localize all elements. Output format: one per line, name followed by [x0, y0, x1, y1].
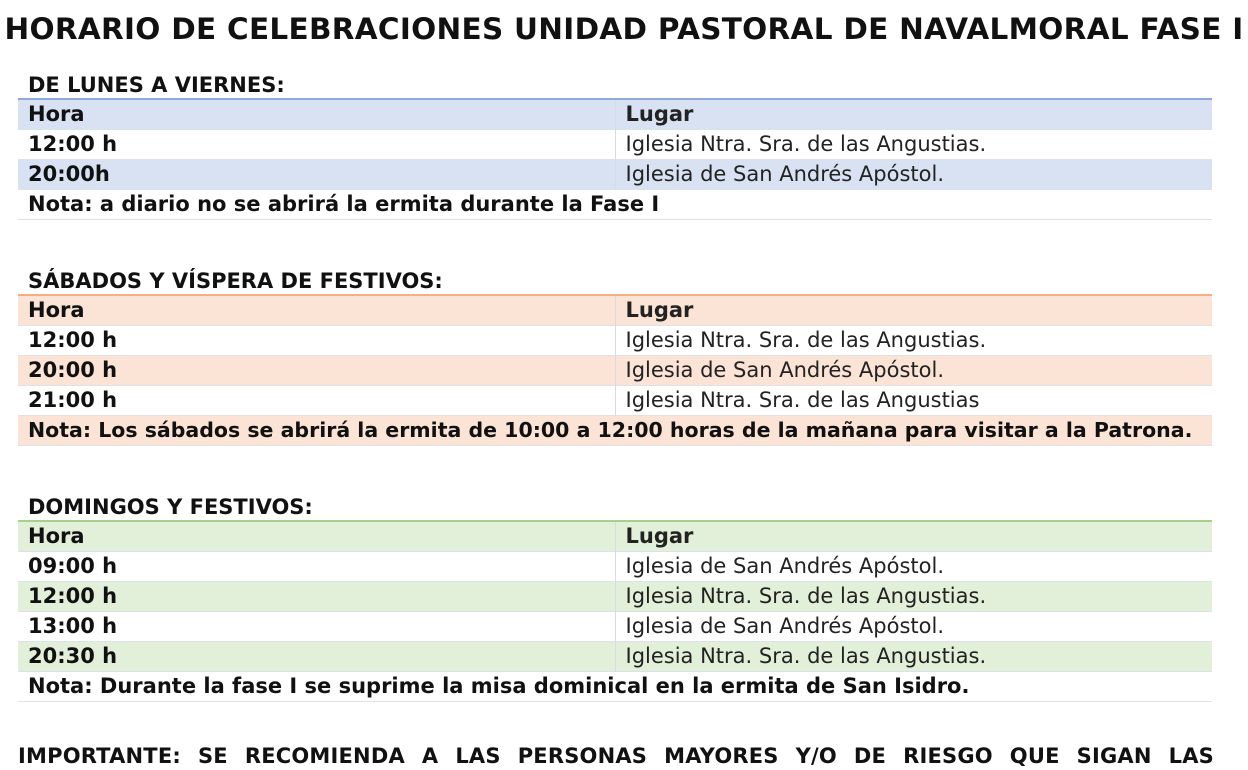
table-row: [18, 552, 1212, 582]
hour-cell: 21:00 h: [28, 388, 118, 412]
place-cell: Iglesia Ntra. Sra. de las Angustias.: [615, 130, 1212, 160]
table-row: [18, 356, 1212, 386]
place-cell: Iglesia Ntra. Sra. de las Angustias.: [615, 642, 1212, 672]
note-row: [18, 416, 1212, 446]
header-lugar: Lugar: [615, 521, 1212, 552]
note-text: Nota: Durante la fase I se suprime la misa dominical en la ermita de San Isidro.: [28, 674, 970, 698]
place-cell: Iglesia Ntra. Sra. de las Angustias.: [615, 326, 1212, 356]
section-weekdays: [18, 72, 1212, 220]
hour-cell: 20:30 h: [28, 644, 118, 668]
table-header-row: [18, 295, 1212, 326]
table-row: [18, 130, 1212, 160]
hour-cell: 09:00 h: [28, 554, 118, 578]
table-row: [18, 160, 1212, 190]
hour-cell: 13:00 h: [28, 614, 118, 638]
hour-cell: 12:00 h: [28, 328, 118, 352]
section-heading: SÁBADOS Y VÍSPERA DE FESTIVOS:: [28, 269, 443, 293]
place-cell: Iglesia de San Andrés Apóstol.: [615, 356, 1212, 386]
table-row: [18, 386, 1212, 416]
place-cell: Iglesia Ntra. Sra. de las Angustias: [615, 386, 1212, 416]
header-hora: Hora: [28, 524, 85, 548]
note-row: [18, 190, 1212, 220]
section-heading: DE LUNES A VIERNES:: [28, 73, 285, 97]
place-cell: Iglesia de San Andrés Apóstol.: [615, 552, 1212, 582]
hour-cell: 20:00h: [28, 162, 110, 186]
place-cell: Iglesia Ntra. Sra. de las Angustias.: [615, 582, 1212, 612]
note-row: [18, 672, 1212, 702]
table-header-row: [18, 521, 1212, 552]
table-row: [18, 582, 1212, 612]
hour-cell: 12:00 h: [28, 132, 118, 156]
hour-cell: 12:00 h: [28, 584, 118, 608]
schedule-table-saturdays: [18, 294, 1212, 446]
table-row: [18, 612, 1212, 642]
table-row: [18, 326, 1212, 356]
header-hora: Hora: [28, 102, 85, 126]
note-text: Nota: a diario no se abrirá la ermita durante la Fase I: [28, 192, 660, 216]
header-lugar: Lugar: [615, 99, 1212, 130]
header-lugar: Lugar: [615, 295, 1212, 326]
section-saturdays: [18, 268, 1212, 446]
header-hora: Hora: [28, 298, 85, 322]
table-header-row: [18, 99, 1212, 130]
place-cell: Iglesia de San Andrés Apóstol.: [615, 612, 1212, 642]
section-heading: DOMINGOS Y FESTIVOS:: [28, 495, 313, 519]
schedule-table-weekdays: [18, 98, 1212, 220]
schedule-table-sundays: [18, 520, 1212, 702]
important-notice: IMPORTANTE: SE RECOMIENDA A LAS PERSONAS MAYORES Y/O DE RIESGO QUE SIGAN LAS: [18, 744, 1214, 768]
section-sundays: [18, 494, 1212, 702]
table-row: [18, 642, 1212, 672]
hour-cell: 20:00 h: [28, 358, 118, 382]
note-text: Nota: Los sábados se abrirá la ermita de 10:00 a 12:00 horas de la mañana para visitar a la Patrona.: [28, 418, 1193, 442]
place-cell: Iglesia de San Andrés Apóstol.: [615, 160, 1212, 190]
page-title: HORARIO DE CELEBRACIONES UNIDAD PASTORAL DE NAVALMORAL FASE I: [4, 12, 1244, 46]
